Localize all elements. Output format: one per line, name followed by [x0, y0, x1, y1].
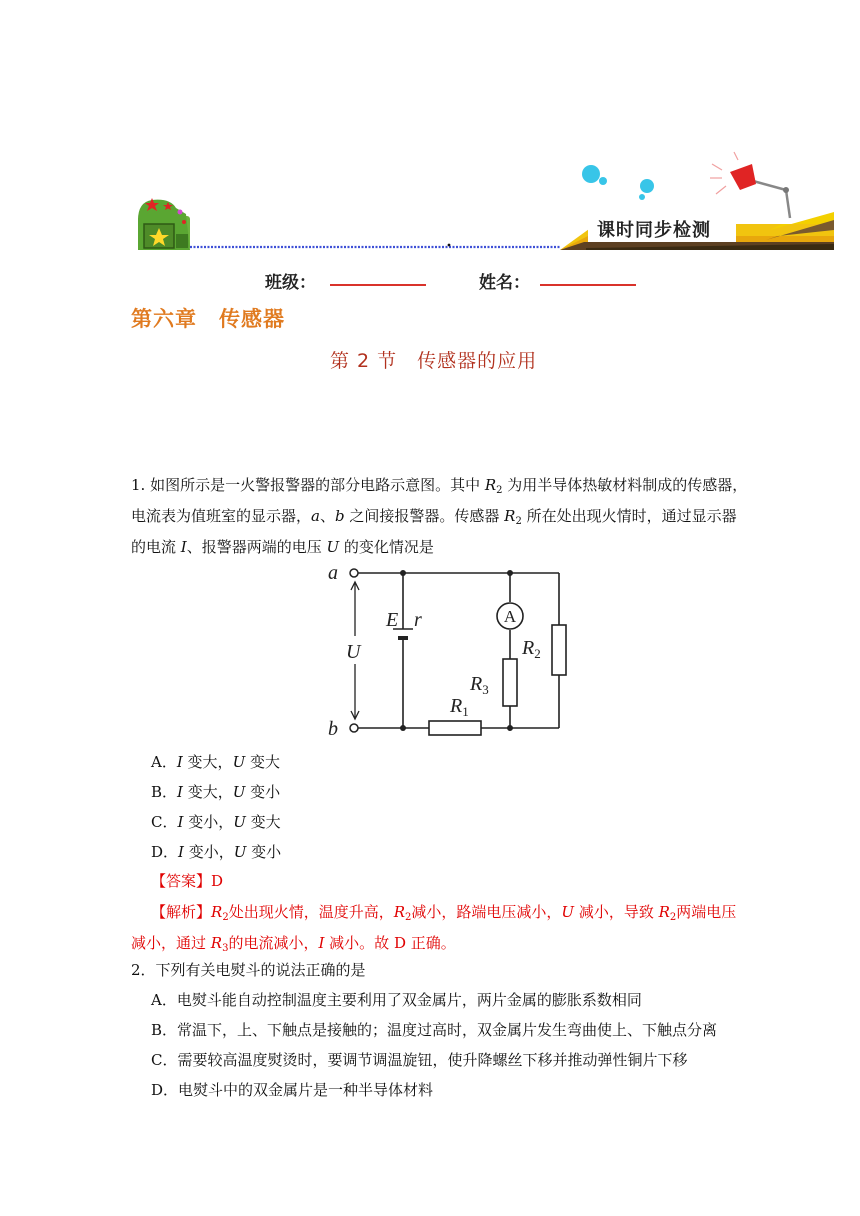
terminal-a	[350, 569, 358, 577]
label-U: U	[346, 641, 361, 663]
name-blank[interactable]	[540, 284, 636, 286]
question-1-line-2: 电流表为值班室的显示器，a、b 之间接报警器。传感器 $R_2$ 所在处出现火情时，通过显示器	[131, 507, 737, 527]
analysis-line-1: 【解析】$R_2$处出现火情，温度升高，$R_2$减小，路端电压减小，U 减小，导致 $R_2$两端电压	[151, 903, 737, 923]
banner-title: 课时同步检测	[597, 220, 711, 241]
option-a[interactable]: A．I 变大，U 变大	[151, 753, 280, 771]
svg-text:A: A	[503, 607, 517, 626]
terminal-b	[350, 724, 358, 732]
resistor-r2	[552, 625, 566, 675]
resistor-r1	[429, 721, 481, 735]
circuit-diagram	[310, 558, 580, 748]
ammeter-symbol	[497, 603, 523, 629]
analysis-block	[131, 897, 771, 959]
label-E: E	[386, 609, 399, 631]
label-r2: $R_2$	[522, 637, 541, 661]
q2-option-c[interactable]: C．需要较高温度熨烫时，要调节调温旋钮，使升降螺丝下移并推动弹性铜片下移	[151, 1051, 688, 1069]
option-c[interactable]: C．I 变小，U 变大	[151, 813, 281, 831]
header-banner	[0, 150, 860, 300]
section-title: 第 2 节 传感器的应用	[330, 350, 538, 372]
bubble-icon	[582, 165, 600, 183]
option-b[interactable]: B．I 变大，U 变小	[151, 783, 281, 801]
label-r: r	[414, 609, 422, 631]
q2-option-d[interactable]: D．电熨斗中的双金属片是一种半导体材料	[151, 1081, 434, 1099]
chapter-title: 第六章 传感器	[131, 307, 285, 331]
answer-label: 【答案】	[151, 872, 212, 890]
name-label: 姓名：	[479, 273, 530, 293]
class-label: 班级：	[265, 273, 316, 293]
question-1-line-1: 1. 如图所示是一火警报警器的部分电路示意图。其中 $R_2$ 为用半导体热敏材料制成的传感器，	[131, 476, 748, 496]
answer-line	[151, 866, 223, 897]
q2-option-a[interactable]: A．电熨斗能自动控制温度主要利用了双金属片，两片金属的膨胀系数相同	[151, 991, 642, 1009]
star-house-logo	[138, 198, 190, 250]
label-b: b	[328, 718, 338, 740]
class-blank[interactable]	[330, 284, 426, 286]
label-r3: $R_3$	[470, 673, 489, 697]
question-2-stem: 2．下列有关电熨斗的说法正确的是	[131, 961, 366, 979]
label-a: a	[328, 562, 338, 584]
question-2-options	[151, 985, 791, 1105]
resistor-r3	[503, 659, 517, 706]
desk-lamp-icon	[710, 152, 790, 218]
question-1-line-3: 的电流 I、报警器两端的电压 U 的变化情况是	[131, 538, 434, 556]
q2-option-b[interactable]: B．常温下，上、下触点是接触的；温度过高时，双金属片发生弯曲使上、下触点分离	[151, 1021, 718, 1039]
label-r1: $R_1$	[450, 695, 469, 719]
question-1-options	[151, 747, 281, 867]
question-1-stem	[131, 470, 771, 563]
analysis-line-2: 减小，通过 $R_3$的电流减小，I 减小。故 D 正确。	[131, 934, 456, 954]
answer-value: D	[211, 872, 224, 890]
option-d[interactable]: D．I 变小，U 变小	[151, 843, 282, 861]
